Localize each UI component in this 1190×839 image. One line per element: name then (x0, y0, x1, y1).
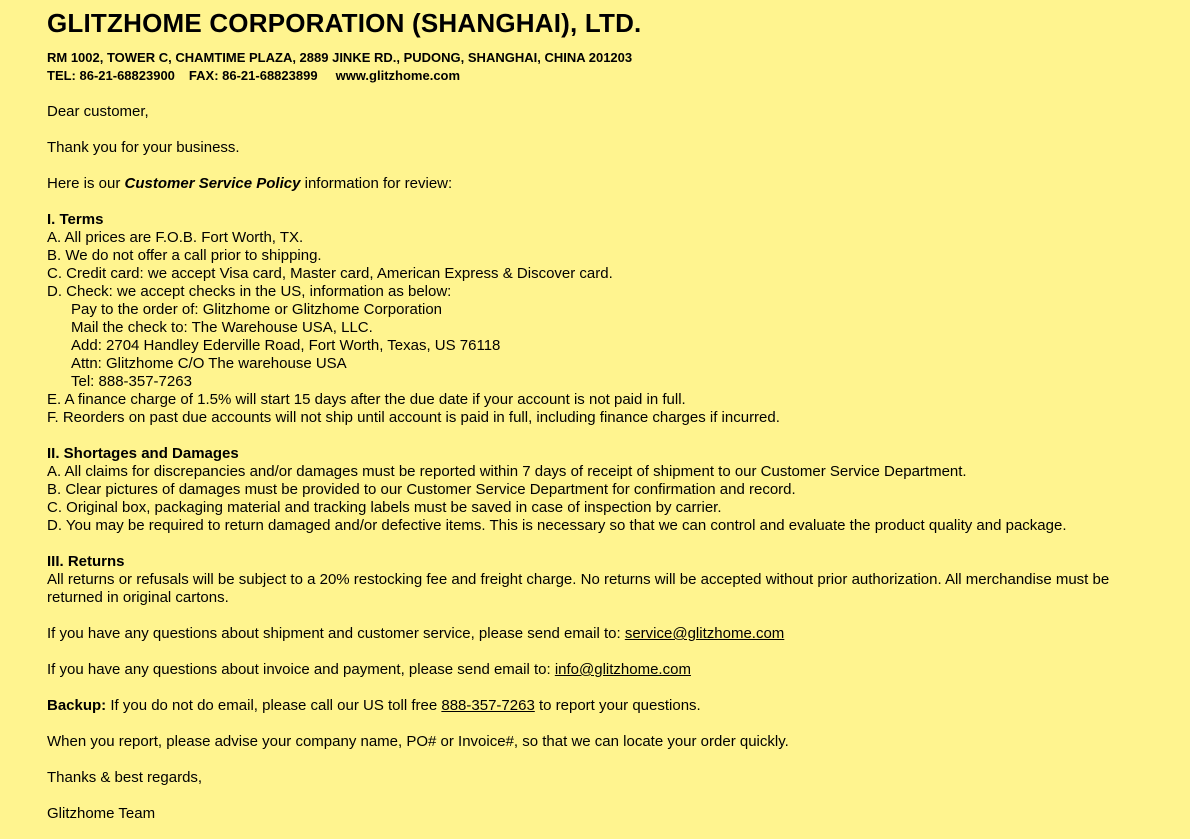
policy-title: Customer Service Policy (124, 175, 301, 192)
check-tel: Tel: 888-357-7263 (71, 373, 192, 390)
company-website: www.glitzhome.com (335, 68, 461, 83)
terms-item-a: A. All prices are F.O.B. Fort Worth, TX. (47, 229, 304, 246)
greeting: Dear customer, (47, 103, 149, 120)
section-shortages-heading: II. Shortages and Damages (47, 445, 239, 462)
backup-line: Backup: If you do not do email, please call our US toll free 888-357-7263 to report your questions. (47, 697, 701, 714)
backup-label: Backup: (47, 697, 107, 714)
company-tel: TEL: 86-21-68823900 (47, 68, 175, 83)
invoice-email-link[interactable]: info@glitzhome.com (554, 661, 691, 678)
check-address: Add: 2704 Handley Ederville Road, Fort Worth, Texas, US 76118 (71, 337, 501, 354)
toll-free-phone-link[interactable]: 888-357-7263 (441, 697, 535, 714)
section-returns-heading: III. Returns (47, 553, 125, 570)
terms-item-f: F. Reorders on past due accounts will not ship until account is paid in full, including finance charges if incurred. (47, 409, 780, 426)
terms-item-e: E. A finance charge of 1.5% will start 15 days after the due date if your account is not paid in full. (47, 391, 686, 408)
intro-line: Here is our Customer Service Policy information for review: (47, 175, 453, 192)
shortages-item-c: C. Original box, packaging material and tracking labels must be saved in case of inspection by carrier. (47, 499, 722, 516)
closing-line: Thanks & best regards, (47, 769, 203, 786)
shortages-item-b: B. Clear pictures of damages must be provided to our Customer Service Department for confirmation and record. (47, 481, 796, 498)
terms-item-b: B. We do not offer a call prior to shipping. (47, 247, 322, 264)
terms-item-c: C. Credit card: we accept Visa card, Master card, American Express & Discover card. (47, 265, 613, 282)
check-attn: Attn: Glitzhome C/O The warehouse USA (71, 355, 347, 372)
company-address: RM 1002, TOWER C, CHAMTIME PLAZA, 2889 JINKE RD., PUDONG, SHANGHAI, CHINA 201203 (47, 50, 633, 65)
shortages-item-d: D. You may be required to return damaged and/or defective items. This is necessary so that we can control and evaluate the product quality and package. (47, 517, 1067, 534)
company-name: GLITZHOME CORPORATION (SHANGHAI), LTD. (47, 8, 642, 38)
shortages-item-a: A. All claims for discrepancies and/or damages must be reported within 7 days of receipt of shipment to our Customer Service Department. (47, 463, 967, 480)
advise-line: When you report, please advise your company name, PO# or Invoice#, so that we can locate your order quickly. (47, 733, 789, 750)
service-email-link[interactable]: service@glitzhome.com (624, 625, 785, 642)
thanks-line: Thank you for your business. (47, 139, 240, 156)
check-mail-to: Mail the check to: The Warehouse USA, LLC. (71, 319, 373, 336)
section-terms-heading: I. Terms (47, 211, 104, 228)
invoice-contact-line: If you have any questions about invoice and payment, please send email to: info@glitzhome.com (47, 661, 691, 678)
returns-text: All returns or refusals will be subject to a 20% restocking fee and freight charge. No returns will be accepted without prior authorization. All merchandise must be returned in original cartons. (47, 571, 1110, 606)
service-contact-line: If you have any questions about shipment and customer service, please send email to: service@glitzhome.com (47, 625, 785, 642)
company-contact-line (47, 67, 1190, 85)
signature: Glitzhome Team (47, 805, 156, 822)
check-payee: Pay to the order of: Glitzhome or Glitzhome Corporation (71, 301, 443, 318)
terms-item-d: D. Check: we accept checks in the US, information as below: (47, 283, 452, 300)
company-fax: FAX: 86-21-68823899 (188, 68, 318, 83)
